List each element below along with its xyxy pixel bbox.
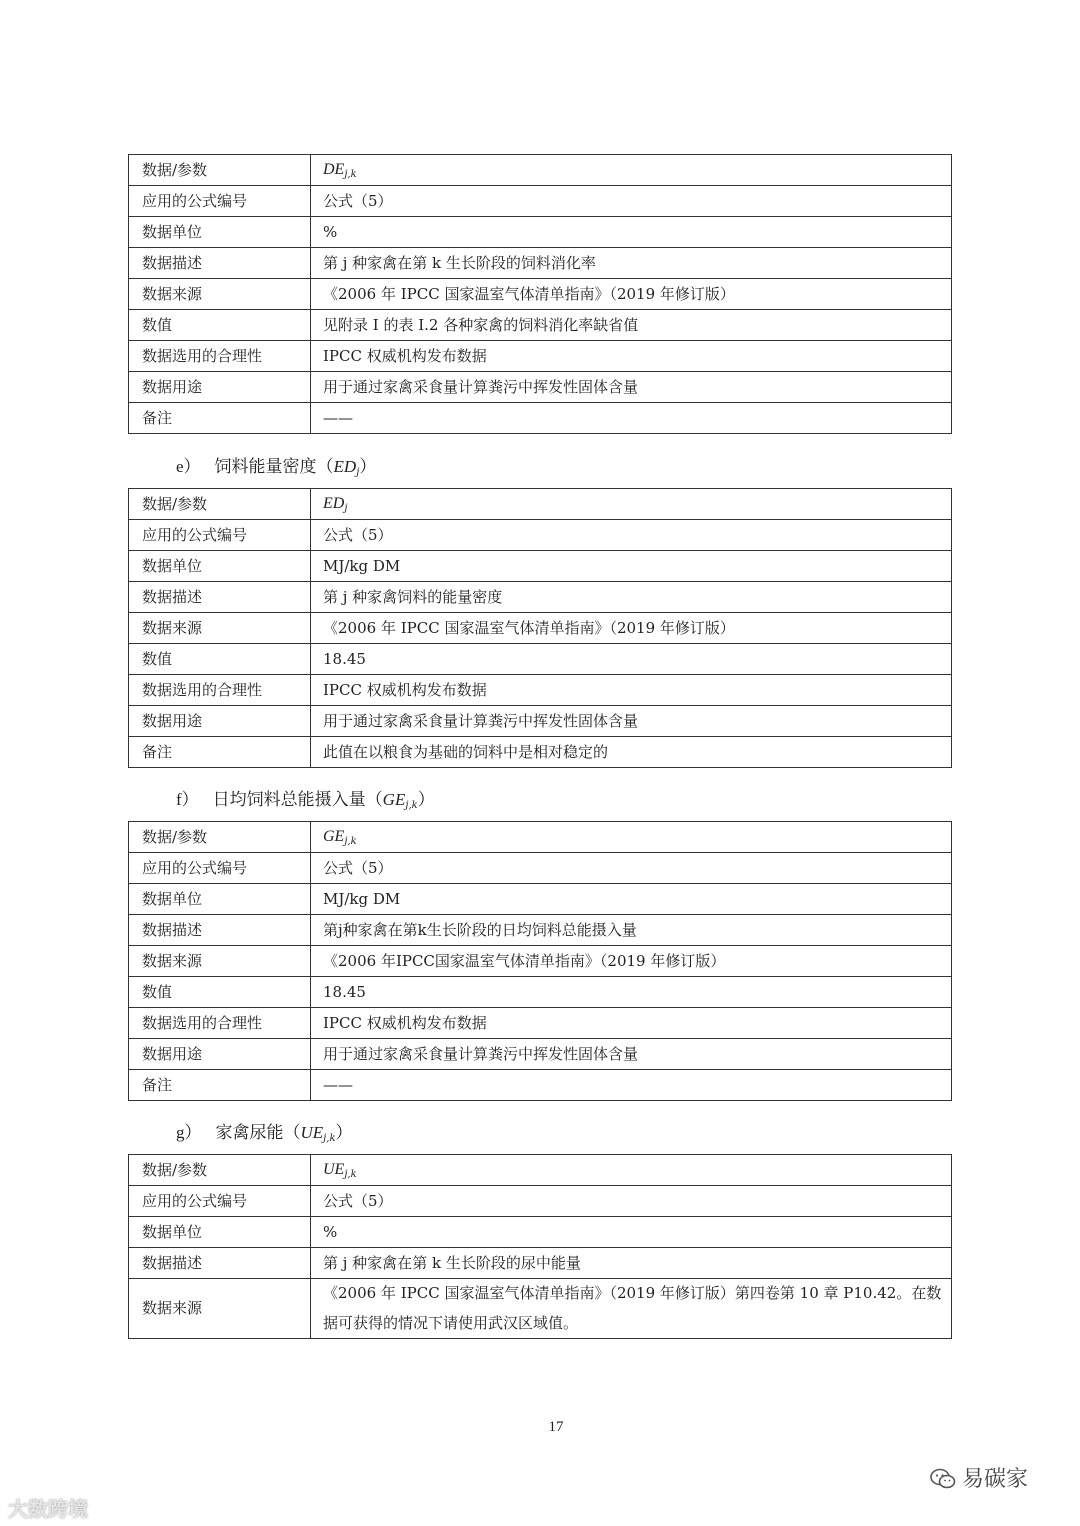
section-heading-e — [176, 452, 376, 478]
table-row — [129, 1248, 952, 1279]
table-row — [129, 915, 952, 946]
heading-letter: g） — [176, 1123, 202, 1142]
row-key: 应用的公式编号 — [129, 1186, 311, 1217]
table-row — [129, 706, 952, 737]
table-row — [129, 644, 952, 675]
row-value: 第 j 种家禽在第 k 生长阶段的尿中能量 — [311, 1248, 952, 1279]
table-row — [129, 489, 952, 520]
row-value: 第 j 种家禽在第 k 生长阶段的饲料消化率 — [311, 248, 952, 279]
table-row — [129, 310, 952, 341]
heading-letter: e） — [176, 457, 201, 476]
row-key: 数据选用的合理性 — [129, 1008, 311, 1039]
table-row — [129, 1039, 952, 1070]
heading-symbol: UE — [300, 1123, 324, 1142]
row-key: 数据单位 — [129, 884, 311, 915]
row-value: 18.45 — [311, 644, 952, 675]
table-row — [129, 1155, 952, 1186]
heading-subscript: j,k — [323, 1133, 336, 1144]
watermark-right — [930, 1462, 1028, 1493]
row-value: 18.45 — [311, 977, 952, 1008]
heading-close: ） — [359, 457, 377, 477]
symbol-subscript: j — [344, 503, 348, 514]
row-key: 数据选用的合理性 — [129, 341, 311, 372]
row-key: 数据/参数 — [129, 822, 311, 853]
table-row — [129, 155, 952, 186]
row-value: —— — [311, 403, 952, 434]
table-row — [129, 1217, 952, 1248]
row-key: 数据来源 — [129, 1279, 311, 1339]
heading-symbol: GE — [382, 790, 406, 809]
watermark-right-text: 易碳家 — [962, 1467, 1029, 1492]
table-row — [129, 884, 952, 915]
row-key: 数据/参数 — [129, 155, 311, 186]
row-value: IPCC 权威机构发布数据 — [311, 1008, 952, 1039]
table-ge — [128, 821, 952, 1101]
row-key: 数据来源 — [129, 279, 311, 310]
table-row — [129, 675, 952, 706]
row-key: 备注 — [129, 737, 311, 768]
row-value: MJ/kg DM — [311, 884, 952, 915]
heading-close: ） — [335, 1123, 353, 1143]
row-key: 应用的公式编号 — [129, 853, 311, 884]
table-row — [129, 341, 952, 372]
row-key: 数据用途 — [129, 1039, 311, 1070]
table-row — [129, 372, 952, 403]
row-value: 见附录 I 的表 I.2 各种家禽的饲料消化率缺省值 — [311, 310, 952, 341]
row-value: 公式（5） — [311, 520, 952, 551]
row-key: 数据描述 — [129, 582, 311, 613]
row-key: 数据来源 — [129, 946, 311, 977]
page-number: 17 — [548, 1419, 564, 1435]
row-key: 数值 — [129, 977, 311, 1008]
row-value: 第j种家禽在第k生长阶段的日均饲料总能摄入量 — [311, 915, 952, 946]
watermark-left-text: 大数跨境 — [8, 1497, 88, 1521]
table-row — [129, 217, 952, 248]
row-value: 公式（5） — [311, 186, 952, 217]
row-value: 《2006 年IPCC国家温室气体清单指南》（2019 年修订版） — [311, 946, 952, 977]
row-value: 用于通过家禽采食量计算粪污中挥发性固体含量 — [311, 1039, 952, 1070]
table-row — [129, 946, 952, 977]
heading-symbol: ED — [333, 457, 357, 476]
table-row — [129, 1186, 952, 1217]
row-key: 数值 — [129, 644, 311, 675]
row-value: 用于通过家禽采食量计算粪污中挥发性固体含量 — [311, 372, 952, 403]
section-heading-f — [176, 785, 435, 811]
row-value — [311, 489, 952, 520]
row-value: 第 j 种家禽饲料的能量密度 — [311, 582, 952, 613]
row-value: 用于通过家禽采食量计算粪污中挥发性固体含量 — [311, 706, 952, 737]
row-key: 应用的公式编号 — [129, 186, 311, 217]
row-key: 应用的公式编号 — [129, 520, 311, 551]
row-key: 数据单位 — [129, 217, 311, 248]
symbol-subscript: j,k — [344, 169, 357, 180]
heading-letter: f） — [176, 790, 199, 809]
row-value — [311, 155, 952, 186]
row-key: 数据描述 — [129, 915, 311, 946]
row-key: 备注 — [129, 1070, 311, 1101]
row-key: 数值 — [129, 310, 311, 341]
table-de — [128, 154, 952, 434]
row-value: 公式（5） — [311, 1186, 952, 1217]
heading-subscript: j,k — [405, 800, 418, 811]
row-value: IPCC 权威机构发布数据 — [311, 675, 952, 706]
table-row — [129, 737, 952, 768]
heading-close: ） — [417, 790, 435, 810]
watermark-left — [8, 1493, 88, 1522]
table-ue — [128, 1154, 952, 1339]
row-value: % — [311, 217, 952, 248]
row-key: 数据单位 — [129, 1217, 311, 1248]
table-row — [129, 1008, 952, 1039]
symbol-main: ED — [323, 495, 345, 512]
symbol-subscript: j,k — [344, 1169, 357, 1180]
table-row — [129, 248, 952, 279]
row-key: 备注 — [129, 403, 311, 434]
table-row — [129, 186, 952, 217]
table-row — [129, 520, 952, 551]
row-value — [311, 1155, 952, 1186]
section-heading-g — [176, 1118, 353, 1144]
heading-text: 家禽尿能（ — [215, 1123, 301, 1143]
row-key: 数据/参数 — [129, 489, 311, 520]
table-row — [129, 551, 952, 582]
row-value: 《2006 年 IPCC 国家温室气体清单指南》（2019 年修订版） — [311, 613, 952, 644]
table-row — [129, 853, 952, 884]
row-key: 数据用途 — [129, 372, 311, 403]
table-row — [129, 403, 952, 434]
symbol-main: UE — [323, 1161, 345, 1178]
row-value: 《2006 年 IPCC 国家温室气体清单指南》（2019 年修订版）第四卷第 10 章 P10.42。在数据可获得的情况下请使用武汉区域值。 — [311, 1279, 952, 1339]
row-value: MJ/kg DM — [311, 551, 952, 582]
row-key: 数据/参数 — [129, 1155, 311, 1186]
symbol-main: DE — [323, 161, 345, 178]
table-row — [129, 279, 952, 310]
row-value: IPCC 权威机构发布数据 — [311, 341, 952, 372]
row-value: % — [311, 1217, 952, 1248]
heading-text: 饲料能量密度（ — [214, 457, 334, 477]
heading-subscript: j — [356, 467, 360, 478]
row-key: 数据描述 — [129, 1248, 311, 1279]
table-row — [129, 1070, 952, 1101]
row-value: 《2006 年 IPCC 国家温室气体清单指南》（2019 年修订版） — [311, 279, 952, 310]
row-key: 数据选用的合理性 — [129, 675, 311, 706]
row-key: 数据单位 — [129, 551, 311, 582]
table-row — [129, 1279, 952, 1339]
table-row — [129, 613, 952, 644]
table-ed — [128, 488, 952, 768]
symbol-subscript: j,k — [344, 836, 357, 847]
heading-text: 日均饲料总能摄入量（ — [212, 790, 383, 810]
row-value: 公式（5） — [311, 853, 952, 884]
table-row — [129, 977, 952, 1008]
wechat-icon — [930, 1468, 956, 1490]
table-row — [129, 582, 952, 613]
row-value: —— — [311, 1070, 952, 1101]
row-key: 数据用途 — [129, 706, 311, 737]
row-value — [311, 822, 952, 853]
table-row — [129, 822, 952, 853]
row-key: 数据描述 — [129, 248, 311, 279]
row-value: 此值在以粮食为基础的饲料中是相对稳定的 — [311, 737, 952, 768]
row-key: 数据来源 — [129, 613, 311, 644]
symbol-main: GE — [323, 828, 345, 845]
